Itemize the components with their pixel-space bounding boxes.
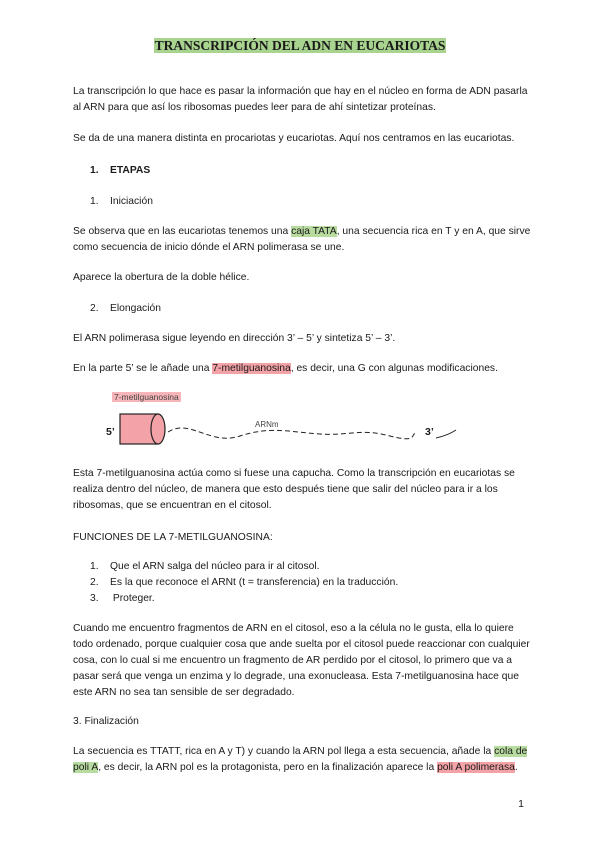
diagram-three-prime: 3’ — [425, 426, 434, 438]
highlight-caja-tata: caja TATA — [291, 226, 337, 237]
diagram-five-prime: 5’ — [106, 426, 115, 438]
highlight-7-metilguanosina: 7-metilguanosina — [212, 363, 291, 374]
intro-paragraph: La transcripción lo que hace es pasar la información que hay en el núcleo en forma de ADN pasarla al ARN para que así los ribosomas puedes leer para de ahí sintetizar proteínas. — [73, 86, 528, 113]
list-item: 2. Es la que reconoce el ARNt (t = transferencia) en la traducción. — [90, 577, 399, 588]
funciones-list — [90, 559, 550, 607]
capucha-paragraph: Esta 7-metilguanosina actúa como si fuese una capucha. Como la transcripción en eucariotas se realiza dentro del núcleo, de manera que esto después tiene que salir del núcleo para ir a los ribosomas, que se encuentran en el citosol. — [73, 468, 515, 511]
list-item: 3. Proteger. — [90, 593, 155, 604]
diagram-cap-label: 7-metilguanosina — [114, 392, 179, 402]
funciones-heading: FUNCIONES DE LA 7-METILGUANOSINA: — [73, 532, 273, 543]
open-paragraph: Aparece la obertura de la doble hélice. — [73, 272, 250, 283]
cap-cylinder-end — [151, 414, 165, 444]
highlight-poli-a-polimerasa: poli A polimerasa — [437, 762, 515, 773]
stage-finalizacion: 3. Finalización — [73, 716, 139, 727]
intro2-paragraph: Se da de una manera distinta en procariotas y eucariotas. Aquí nos centramos en las eucariotas. — [73, 133, 515, 144]
tata-paragraph: Se observa que en las eucariotas tenemos una caja TATA, una secuencia rica en T y en A, que sirve como secuencia de inicio dónde el ARN polimerasa se une. — [73, 226, 531, 253]
section-etapas: 1. ETAPAS — [90, 165, 151, 176]
list-item: 1. Que el ARN salga del núcleo para ir al citosol. — [90, 561, 320, 572]
diagram-drawing — [100, 388, 480, 458]
page-number: 1 — [518, 798, 524, 810]
elong-paragraph: El ARN polimerasa sigue leyendo en dirección 3’ – 5’ y sintetiza 5’ – 3’. — [73, 333, 396, 344]
final-paragraph: La secuencia es TTATT, rica en A y T) y cuando la ARN pol llega a esta secuencia, añade la cola de poli A, es decir, la ARN pol es la protagonista, pero en la finalización aparece la poli A polimerasa. — [73, 746, 528, 773]
mrna-strand — [168, 428, 416, 439]
page-title: TRANSCRIPCIÓN DEL ADN EN EUCARIOTAS — [154, 38, 446, 53]
cap-paragraph: En la parte 5’ se le añade una 7-metilguanosina, es decir, una G con algunas modificaciones. — [73, 363, 498, 374]
highlight-cola-poli-a: cola de poli A — [73, 746, 528, 773]
fragment-paragraph: Cuando me encuentro fragmentos de ARN en el citosol, eso a la célula no le gusta, ella lo quiere todo ordenado, porque cualquier cosa que ande suelta por el citosol puede reaccionar con cualquier cosa, con lo cual si me encuentro un fragmento de AR perdido por el citosol, lo primero que va a pasar será que venga un enzima y lo degrade, una exonucleasa. Esta 7-metilguanosina hace que este ARN no sea tan sensible de ser degradado. — [73, 623, 530, 698]
diagram-arn-label: ARNm — [255, 420, 279, 429]
three-prime-tail — [436, 430, 456, 438]
stage-elongacion: 2. Elongación — [90, 303, 161, 314]
mrna-diagram — [100, 388, 480, 458]
stage-iniciacion: 1. Iniciación — [90, 196, 153, 207]
